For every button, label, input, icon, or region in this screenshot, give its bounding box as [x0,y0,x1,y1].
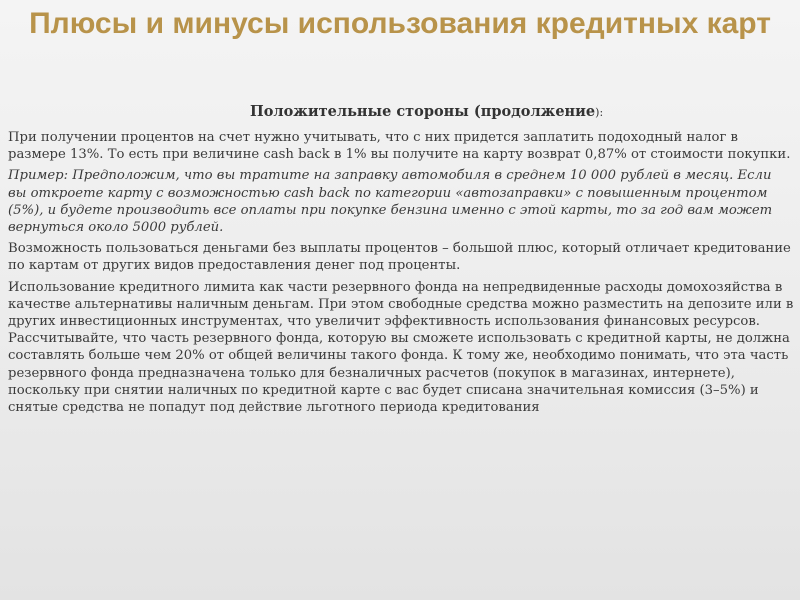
subtitle-main: Положительные стороны [250,103,474,120]
paragraph-grace-period: Возможность пользоваться деньгами без выплаты процентов – большой плюс, который отличает кредитование по картам от других видов предоставления денег под проценты. [8,241,791,274]
slide-body [8,129,794,420]
slide-title: Плюсы и минусы использования кредитных карт [29,7,771,40]
slide-subtitle [250,103,603,122]
subtitle-tail: ): [595,106,604,119]
subtitle-note: (продолжение [473,103,596,120]
paragraph-example: Пример: Предположим, что вы тратите на заправку автомобиля в среднем 10 000 рублей в месяц. Если вы откроете карту с возможностью cash back по категории «автозаправки» с повышенным процентом (5%), и будете производить все оплаты при покупке бензина именно с этой карты, то за год вам может вернуться около 5000 рублей. [8,168,773,236]
paragraph-tax: При получении процентов на счет нужно учитывать, что с них придется заплатить подоходный налог в размере 13%. То есть при величине cash back в 1% вы получите на карту возврат 0,87% от стоимости покупки. [8,130,791,163]
paragraph-reserve-fund: Использование кредитного лимита как части резервного фонда на непредвиденные расходы домохозяйства в качестве альтернативы наличным деньгам. При этом свободные средства можно разместить на депозите или в других инвестиционных инструментах, что увеличит эффективность использования финансовых ресурсов. Рассчитывайте, что часть резервного фонда, которую вы сможете использовать с кредитной карты, не должна составлять больше чем 20% от общей величины такого фонда. К тому же, необходимо понимать, что эта часть резервного фонда предназначена только для безналичных расчетов (покупок в магазинах, интернете), поскольку при снятии наличных по кредитной карте с вас будет списана значительная комиссия (3–5%) и снятые средства не попадут под действие льготного периода кредитования [8,279,794,416]
